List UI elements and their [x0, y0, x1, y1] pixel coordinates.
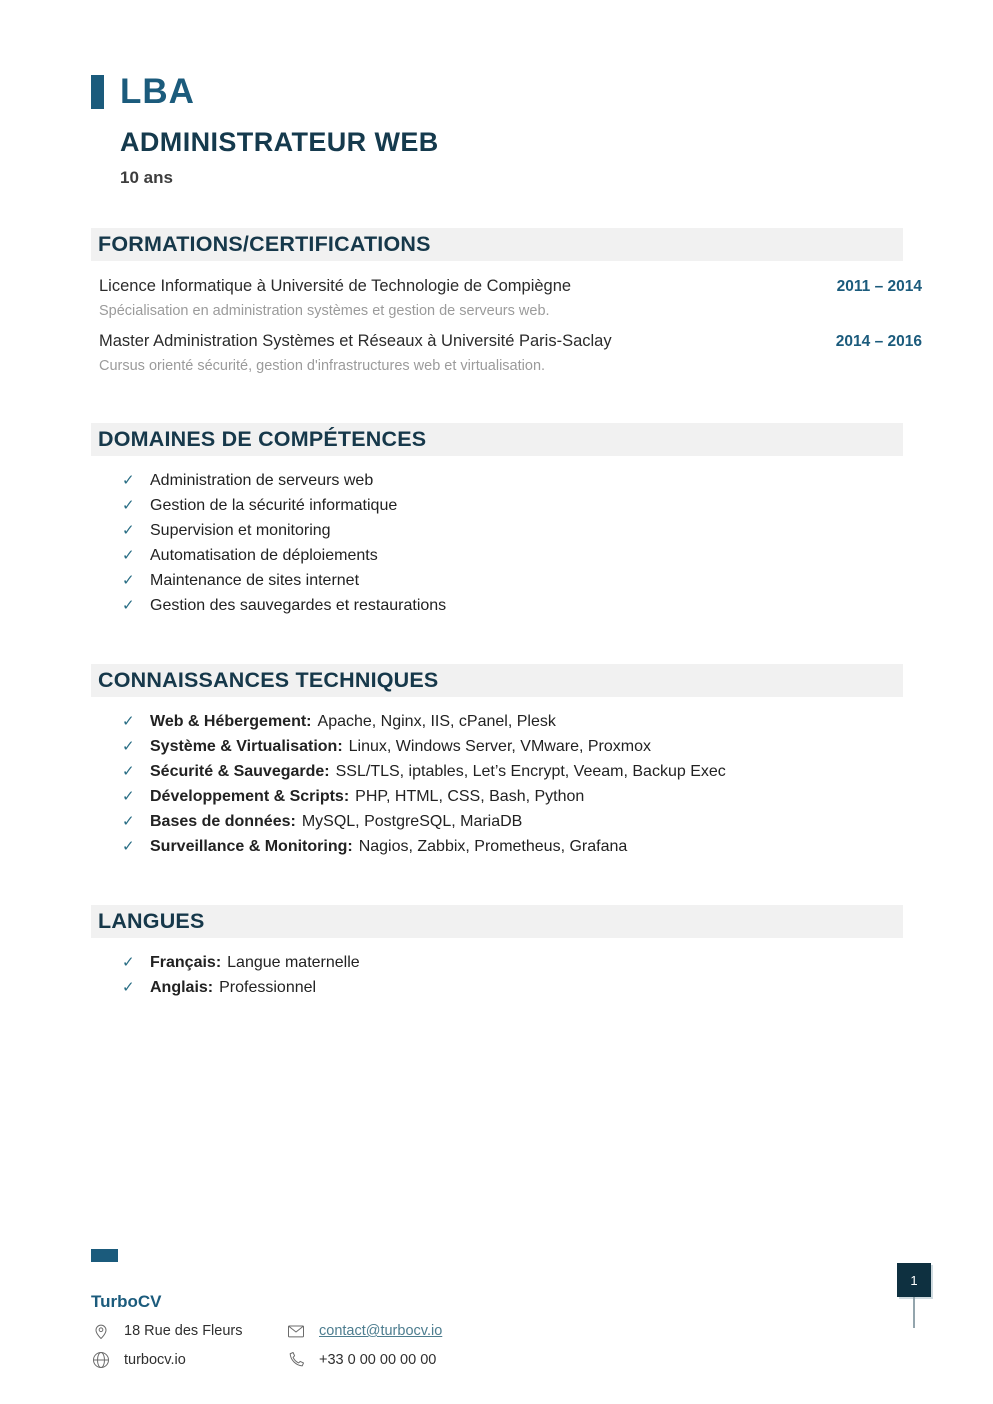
section-heading-connaissances [91, 664, 903, 697]
education-title: Licence Informatique à Université de Technologie de Compiègne [99, 277, 572, 295]
education-list [91, 277, 922, 374]
footer [91, 1292, 442, 1370]
skill-values: Nagios, Zabbix, Prometheus, Grafana [358, 838, 628, 855]
education-entry [99, 332, 922, 374]
section-heading-formations [91, 228, 903, 261]
page-number-badge: 1 [897, 1263, 931, 1297]
header [91, 0, 922, 188]
contact-phone [286, 1350, 442, 1370]
list-item [122, 834, 922, 859]
check-icon: ✓ [122, 788, 135, 805]
list-item [122, 568, 922, 593]
language-name: Français: [150, 954, 222, 971]
address-text: 18 Rue des Fleurs [124, 1323, 243, 1339]
skill-domains-list [91, 468, 922, 618]
section-heading-domaines [91, 423, 903, 456]
phone-text: +33 0 00 00 00 00 [319, 1352, 437, 1368]
name-row [91, 72, 922, 111]
section-title: LANGUES [98, 909, 205, 933]
globe-icon [91, 1350, 111, 1370]
page-marker-line [913, 1297, 915, 1328]
candidate-initials: LBA [120, 72, 195, 111]
skill-category: Bases de données: [150, 813, 296, 830]
language-level: Professionnel [219, 979, 317, 996]
section-title: FORMATIONS/CERTIFICATIONS [98, 232, 431, 256]
check-icon: ✓ [122, 954, 135, 971]
list-item-text: Administration de serveurs web [150, 472, 374, 489]
phone-icon [286, 1350, 306, 1370]
check-icon: ✓ [122, 713, 135, 730]
skill-category: Système & Virtualisation: [150, 738, 343, 755]
check-icon: ✓ [122, 547, 135, 564]
education-title: Master Administration Systèmes et Réseaux à Université Paris-Saclay [99, 332, 612, 350]
list-item [122, 593, 922, 618]
list-item [122, 784, 922, 809]
location-pin-icon [91, 1321, 111, 1341]
check-icon: ✓ [122, 813, 135, 830]
check-icon: ✓ [122, 979, 135, 996]
website-text: turbocv.io [124, 1352, 186, 1368]
skill-values: Apache, Nginx, IIS, cPanel, Plesk [317, 713, 556, 730]
list-item [122, 709, 922, 734]
skill-category: Sécurité & Sauvegarde: [150, 763, 330, 780]
contact-website [91, 1350, 286, 1370]
list-item [122, 543, 922, 568]
education-description: Spécialisation en administration systèmes et gestion de serveurs web. [99, 303, 550, 319]
email-link[interactable]: contact@turbocv.io [319, 1323, 443, 1339]
technical-skills-list [91, 709, 922, 859]
list-item-text: Gestion de la sécurité informatique [150, 497, 398, 514]
check-icon: ✓ [122, 522, 135, 539]
education-description: Cursus orienté sécurité, gestion d'infrastructures web et virtualisation. [99, 358, 546, 374]
skill-values: PHP, HTML, CSS, Bash, Python [355, 788, 585, 805]
check-icon: ✓ [122, 497, 135, 514]
accent-bar [91, 75, 104, 109]
list-item [122, 975, 922, 1000]
list-item-text: Maintenance de sites internet [150, 572, 360, 589]
language-level: Langue maternelle [227, 954, 360, 971]
check-icon: ✓ [122, 597, 135, 614]
footer-accent-bar [91, 1249, 118, 1262]
main-content [91, 228, 922, 1000]
contact-address [91, 1321, 286, 1341]
list-item [122, 809, 922, 834]
list-item [122, 518, 922, 543]
language-name: Anglais: [150, 979, 214, 996]
languages-list [91, 950, 922, 1000]
contact-email [286, 1321, 442, 1341]
list-item [122, 759, 922, 784]
check-icon: ✓ [122, 763, 135, 780]
job-title: ADMINISTRATEUR WEB [120, 127, 439, 157]
education-entry [99, 277, 922, 319]
skill-category: Web & Hébergement: [150, 713, 312, 730]
check-icon: ✓ [122, 572, 135, 589]
skill-category: Surveillance & Monitoring: [150, 838, 353, 855]
brand-name: TurboCV [91, 1292, 162, 1311]
check-icon: ✓ [122, 472, 135, 489]
list-item [122, 468, 922, 493]
list-item [122, 950, 922, 975]
envelope-icon [286, 1321, 306, 1341]
skill-values: SSL/TLS, iptables, Let’s Encrypt, Veeam, Backup Exec [335, 763, 726, 780]
education-dates: 2011 – 2014 [836, 278, 922, 295]
check-icon: ✓ [122, 838, 135, 855]
list-item-text: Automatisation de déploiements [150, 547, 378, 564]
list-item-text: Supervision et monitoring [150, 522, 331, 539]
skill-values: MySQL, PostgreSQL, MariaDB [301, 813, 523, 830]
list-item-text: Gestion des sauvegardes et restaurations [150, 597, 447, 614]
contact-grid [91, 1321, 442, 1370]
list-item [122, 493, 922, 518]
skill-category: Développement & Scripts: [150, 788, 350, 805]
education-dates: 2014 – 2016 [835, 333, 922, 350]
section-heading-langues [91, 905, 903, 938]
list-item [122, 734, 922, 759]
section-title: CONNAISSANCES TECHNIQUES [98, 668, 439, 692]
section-title: DOMAINES DE COMPÉTENCES [98, 427, 427, 451]
skill-values: Linux, Windows Server, VMware, Proxmox [348, 738, 651, 755]
check-icon: ✓ [122, 738, 135, 755]
experience-years: 10 ans [120, 168, 173, 187]
